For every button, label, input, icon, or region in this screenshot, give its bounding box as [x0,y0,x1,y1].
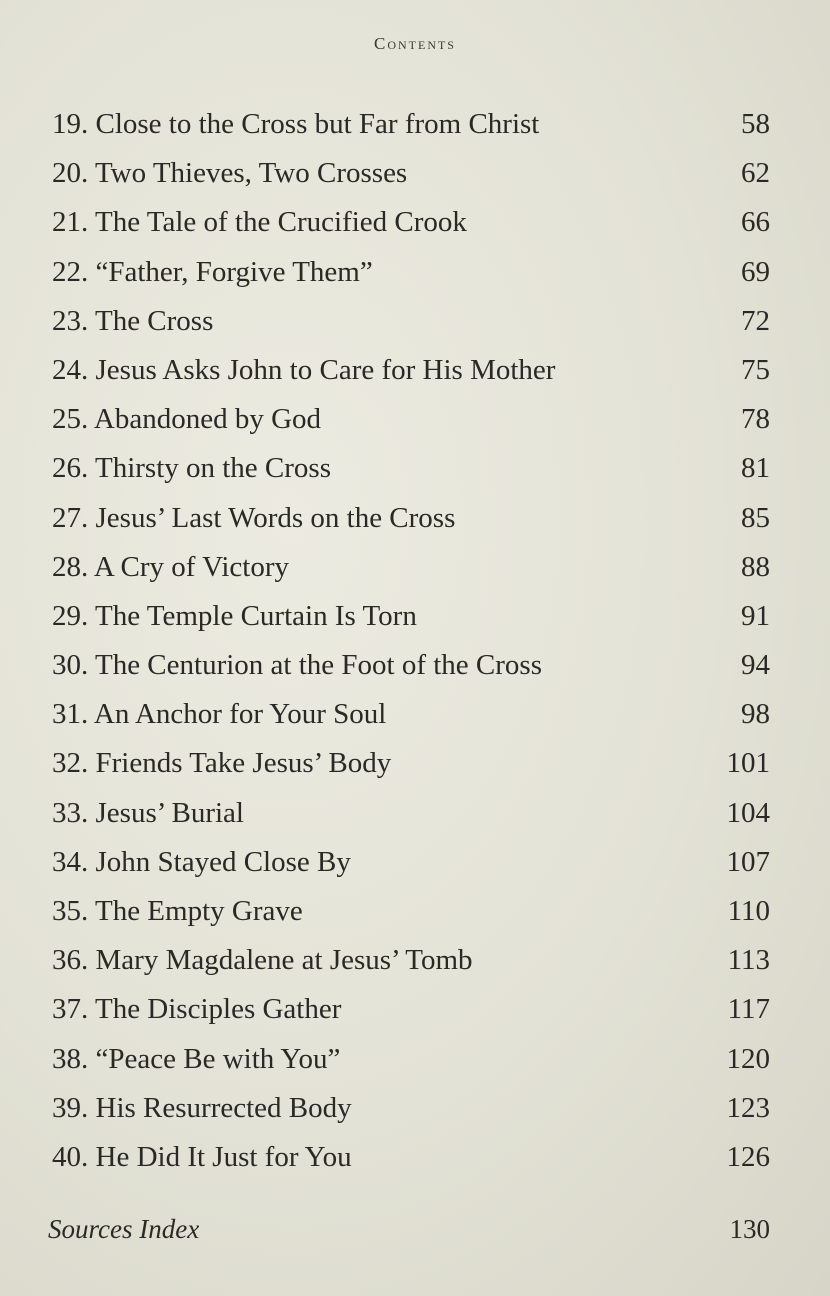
toc-entry [52,846,772,895]
toc-entry [52,157,772,206]
toc-entry-page: 66 [741,206,770,239]
toc-entry-title: 38. “Peace Be with You” [52,1042,341,1075]
toc-entry-page: 81 [741,452,770,485]
toc-entry-page: 117 [727,993,770,1026]
toc-entry-page: 126 [726,1140,770,1173]
toc-entry-page: 107 [726,845,770,878]
toc-entry-page: 101 [726,747,770,780]
sources-index-page: 130 [729,1214,770,1244]
toc-entry [52,993,772,1042]
toc-entry-page: 78 [741,403,770,436]
toc-entry-title: 20. Two Thieves, Two Crosses [52,157,408,190]
toc-entry-title: 23. The Cross [52,304,214,337]
toc-entry [52,1043,772,1092]
toc-entry-page: 62 [741,157,770,190]
toc-entry [52,600,772,649]
toc-entry-page: 88 [741,550,770,583]
toc-entry [52,944,772,993]
toc-entry-title: 30. The Centurion at the Foot of the Cross [52,649,542,682]
toc-entry-page: 113 [727,944,770,977]
toc-entry [52,747,772,796]
toc-entry [52,256,772,305]
table-of-contents [52,108,772,1190]
toc-entry-title: 28. A Cry of Victory [52,550,289,583]
toc-entry [52,797,772,846]
toc-entry-title: 19. Close to the Cross but Far from Christ [52,108,540,140]
toc-entry-title: 39. His Resurrected Body [52,1091,352,1124]
toc-entry-title: 35. The Empty Grave [52,895,303,927]
toc-entry [52,354,772,403]
page-header: Contents [373,34,456,53]
toc-entry [52,1141,772,1190]
toc-entry [52,1092,772,1141]
toc-entry-page: 69 [741,255,770,288]
toc-entry [52,698,772,747]
toc-entry-page: 94 [741,649,770,682]
toc-entry-page: 58 [741,108,770,140]
sources-index-entry [48,1214,772,1245]
toc-entry [52,206,772,255]
toc-entry-page: 120 [726,1042,770,1075]
toc-entry [52,403,772,452]
toc-entry-title: 40. He Did It Just for You [52,1140,352,1173]
toc-entry-page: 104 [726,796,770,829]
toc-entry [52,551,772,600]
sources-index-title: Sources Index [48,1214,200,1244]
toc-entry-page: 75 [741,353,770,386]
toc-entry-title: 31. An Anchor for Your Soul [52,698,387,731]
toc-entry-title: 37. The Disciples Gather [52,993,342,1026]
toc-entry-title: 24. Jesus Asks John to Care for His Mother [52,353,556,386]
toc-entry-page: 98 [741,698,770,731]
toc-entry-page: 85 [741,501,770,534]
toc-entry-title: 32. Friends Take Jesus’ Body [52,747,392,780]
toc-entry [52,108,772,157]
toc-entry-page: 72 [741,304,770,337]
toc-entry [52,895,772,944]
toc-entry-title: 36. Mary Magdalene at Jesus’ Tomb [52,944,473,977]
toc-entry [52,649,772,698]
toc-entry-title: 21. The Tale of the Crucified Crook [52,206,467,239]
toc-entry [52,452,772,501]
toc-entry [52,305,772,354]
toc-entry-title: 22. “Father, Forgive Them” [52,255,373,288]
toc-entry-title: 34. John Stayed Close By [52,845,351,878]
toc-entry-title: 26. Thirsty on the Cross [52,452,331,485]
toc-entry-title: 33. Jesus’ Burial [52,796,244,829]
toc-entry-title: 29. The Temple Curtain Is Torn [52,599,417,632]
toc-entry-title: 25. Abandoned by God [52,403,322,436]
toc-entry-page: 110 [727,895,770,927]
toc-entry-page: 91 [741,599,770,632]
toc-entry-page: 123 [726,1091,770,1124]
toc-entry [52,502,772,551]
toc-entry-title: 27. Jesus’ Last Words on the Cross [52,501,456,534]
